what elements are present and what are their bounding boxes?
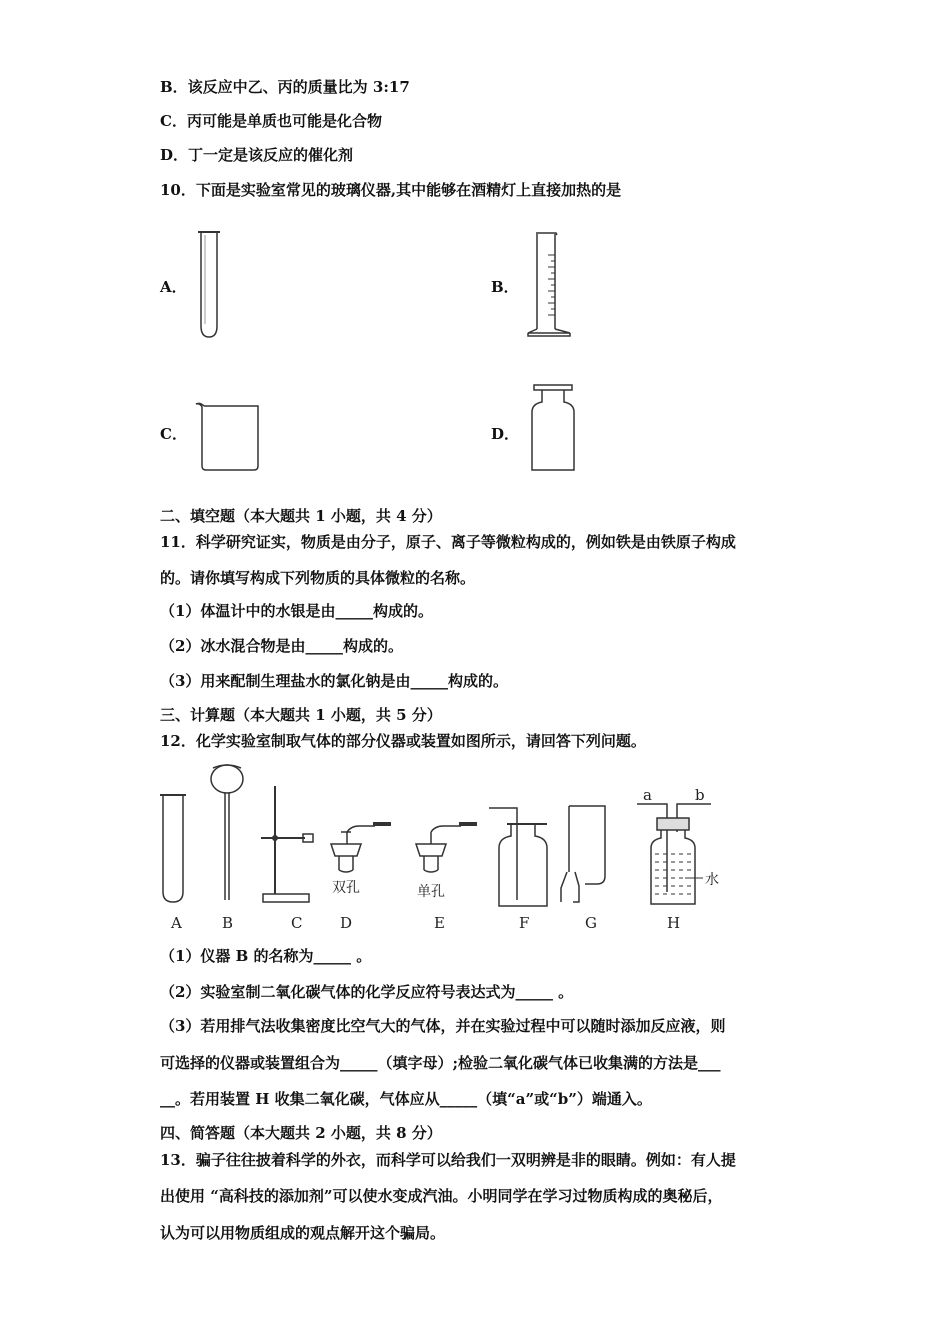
section3-heading: 三、计算题（本大题共 1 小题，共 5 分） bbox=[160, 706, 442, 724]
q13-line1: 13．骗子往往披着科学的外衣，而科学可以给我们一双明辨是非的眼睛。例如：有人提 bbox=[160, 1151, 736, 1169]
q11-sub2: （2）冰水混合物是由_____构成的。 bbox=[160, 637, 403, 655]
single-hole-label: 单孔 bbox=[417, 884, 445, 900]
q11-sub1: （1）体温计中的水银是由_____构成的。 bbox=[160, 602, 433, 620]
q12-sub1: （1）仪器 B 的名称为_____ 。 bbox=[160, 947, 372, 965]
q10-option-a-label: A． bbox=[160, 278, 187, 296]
port-b-label: b bbox=[695, 786, 705, 804]
q12-sub3-line1: （3）若用排气法收集密度比空气大的气体，并在实验过程中可以随时添加反应液，则 bbox=[160, 1017, 726, 1035]
graduated-cylinder-icon bbox=[526, 230, 574, 340]
apparatus-d-double-stopper-icon bbox=[331, 824, 391, 896]
apparatus-figure bbox=[155, 762, 735, 938]
apparatus-b-funnel-icon bbox=[211, 765, 243, 900]
q12-sub3-line3: __。若用装置 H 收集二氧化碳，气体应从_____（填“a”或“b”）端通入。 bbox=[160, 1090, 652, 1108]
q9-option-b: B．该反应中乙、丙的质量比为 3:17 bbox=[160, 78, 410, 96]
q11-line2: 的。请你填写构成下列物质的具体微粒的名称。 bbox=[160, 569, 476, 587]
q9-option-d: D．丁一定是该反应的催化剂 bbox=[160, 146, 354, 164]
label-a: A bbox=[171, 914, 182, 932]
double-hole-label: 双孔 bbox=[332, 880, 360, 896]
beaker-icon bbox=[194, 400, 264, 474]
apparatus-h-washing-bottle-icon bbox=[637, 786, 719, 904]
q12-sub2: （2）实验室制二氧化碳气体的化学反应符号表达式为_____ 。 bbox=[160, 983, 574, 1001]
label-g: G bbox=[585, 914, 597, 932]
label-b: B bbox=[222, 914, 234, 932]
q11-line1: 11．科学研究证实，物质是由分子，原子、离子等微粒构成的，例如铁是由铁原子构成 bbox=[160, 533, 736, 551]
q10-option-b-label: B． bbox=[491, 278, 519, 296]
q10-option-c-label: C． bbox=[160, 425, 187, 443]
q9-option-c: C．丙可能是单质也可能是化合物 bbox=[160, 112, 382, 130]
q10-option-d-label: D． bbox=[491, 425, 520, 443]
label-d: D bbox=[340, 914, 353, 932]
q12-sub3-line2: 可选择的仪器或装置组合为_____（填字母）;检验二氧化碳气体已收集满的方法是___ bbox=[160, 1054, 721, 1072]
port-a-label: a bbox=[643, 786, 652, 804]
apparatus-g-inverted-bottle-icon bbox=[561, 806, 605, 902]
q12-stem: 12．化学实验室制取气体的部分仪器或装置如图所示，请回答下列问题。 bbox=[160, 732, 646, 750]
apparatus-letter-labels bbox=[170, 914, 680, 932]
label-f: F bbox=[519, 914, 530, 932]
apparatus-a-test-tube-icon bbox=[160, 795, 186, 902]
q11-sub3: （3）用来配制生理盐水的氯化钠是由_____构成的。 bbox=[160, 672, 508, 690]
q13-line3: 认为可以用物质组成的观点解开这个骗局。 bbox=[160, 1224, 446, 1242]
reagent-bottle-icon bbox=[528, 384, 578, 474]
test-tube-icon bbox=[196, 230, 224, 340]
apparatus-c-iron-stand-icon bbox=[261, 786, 313, 902]
section4-heading: 四、简答题（本大题共 2 小题，共 8 分） bbox=[160, 1124, 442, 1142]
q13-line2: 出使用 “高科技的添加剂”可以使水变成汽油。小明同学在学习过物质构成的奥秘后， bbox=[160, 1187, 723, 1205]
apparatus-f-collecting-bottle-icon bbox=[489, 808, 547, 906]
label-c: C bbox=[291, 914, 303, 932]
apparatus-e-single-stopper-icon bbox=[416, 824, 477, 900]
section2-heading: 二、填空题（本大题共 1 小题，共 4 分） bbox=[160, 507, 442, 525]
q10-stem: 10．下面是实验室常见的玻璃仪器,其中能够在酒精灯上直接加热的是 bbox=[160, 181, 622, 199]
label-h: H bbox=[667, 914, 681, 932]
label-e: E bbox=[434, 914, 445, 932]
water-label: 水 bbox=[705, 872, 719, 888]
